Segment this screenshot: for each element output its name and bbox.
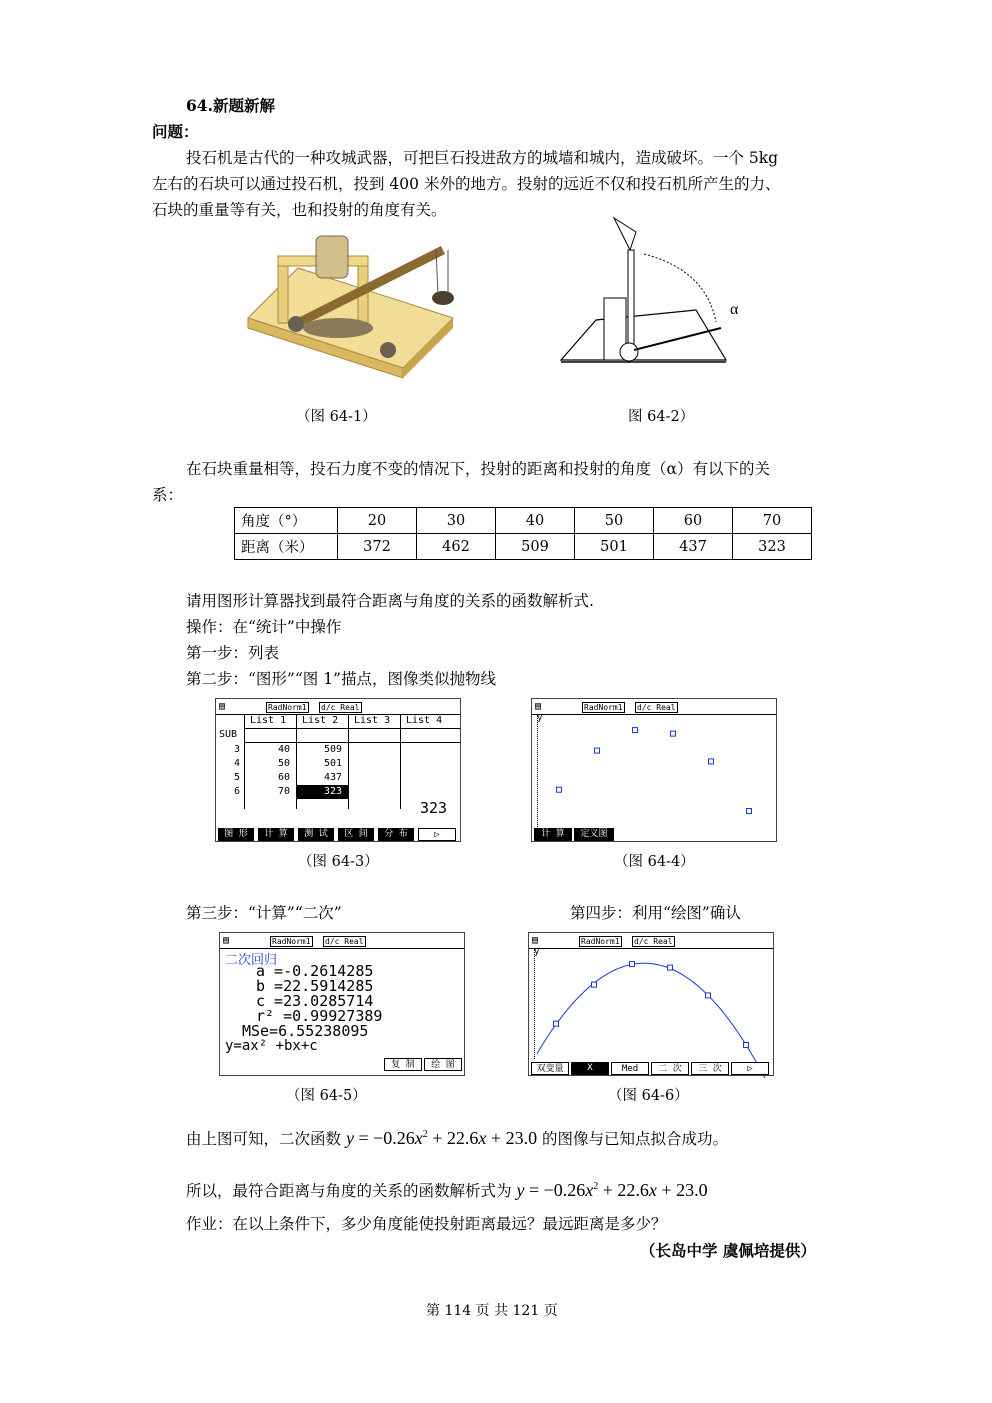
row-index: 5 xyxy=(234,772,241,783)
table-cell: 323 xyxy=(733,534,812,560)
row-index: 6 xyxy=(234,786,241,797)
fig5-caption: （图 64-5） xyxy=(286,1088,367,1104)
step-2: 第二步：“图形”“图 1”描点，图像类似抛物线 xyxy=(186,670,496,688)
data-point xyxy=(592,982,597,987)
fig6-caption: （图 64-6） xyxy=(608,1088,689,1104)
table-cell: 509 xyxy=(496,534,575,560)
homework: 作业：在以上条件下，多少角度能使投射距离最远？最远距离是多少？ xyxy=(186,1215,667,1233)
mse: MSe=6.55238095 xyxy=(242,1022,369,1040)
page-footer: 第 114 页 共 121 页 xyxy=(426,1303,558,1319)
calculator-scatter-screen xyxy=(531,698,777,842)
row-index: 4 xyxy=(234,758,241,769)
calculator-list-screen xyxy=(215,698,461,842)
conclusion-1 xyxy=(186,1124,728,1150)
fkey-interval: 区 间 xyxy=(338,828,374,841)
conclusion-1-suffix: 的图像与已知点拟合成功。 xyxy=(542,1130,729,1148)
list-cell: 509 xyxy=(324,744,343,755)
status-dc: d/c Real xyxy=(637,703,676,712)
table-cell: 462 xyxy=(417,534,496,560)
list-cell: 437 xyxy=(324,772,343,783)
data-point xyxy=(709,759,714,764)
row-index: 3 xyxy=(234,744,241,755)
data-point xyxy=(554,1021,559,1026)
fig2-caption: 图 64-2） xyxy=(628,409,695,425)
step-1: 第一步：列表 xyxy=(186,644,280,662)
list-header: List 2 xyxy=(302,715,339,726)
conclusion-2 xyxy=(186,1176,708,1202)
data-point xyxy=(744,1043,749,1048)
table-cell: 50 xyxy=(575,508,654,534)
fkey-copy: 复 制 xyxy=(384,1058,422,1071)
status-rad: RadNorm1 xyxy=(584,703,623,712)
table-cell: 437 xyxy=(654,534,733,560)
battery-icon: ▤ xyxy=(532,935,539,946)
data-point xyxy=(668,965,673,970)
list-cell: 501 xyxy=(324,758,343,769)
step-op: 操作：在“统计”中操作 xyxy=(186,618,342,636)
catapult-angle-diagram xyxy=(556,210,739,380)
y-axis-label: y xyxy=(534,947,540,957)
conclusion-1-prefix: 由上图可知，二次函数 xyxy=(186,1130,342,1148)
fkey-draw: 绘 图 xyxy=(424,1058,462,1071)
list-cell: 40 xyxy=(278,744,291,755)
credit: （长岛中学 虞佩培提供） xyxy=(640,1241,816,1260)
data-point xyxy=(630,962,635,967)
fit-curve xyxy=(537,963,765,1078)
fkey-calc: 计 算 xyxy=(534,828,572,841)
data-point xyxy=(595,748,600,753)
regression-equation: y=ax² +bx+c xyxy=(225,1038,318,1054)
status-dc: d/c Real xyxy=(634,937,673,946)
table-cell: 20 xyxy=(338,508,417,534)
row-label-angle: 角度（°） xyxy=(235,508,338,534)
fkey-more: ▷ xyxy=(731,1062,769,1075)
angle-distance-table xyxy=(234,507,812,560)
table-row xyxy=(235,534,812,560)
data-point xyxy=(706,993,711,998)
step-4: 第四步：利用“绘图”确认 xyxy=(570,904,741,922)
battery-icon: ▤ xyxy=(535,701,542,712)
table-cell: 372 xyxy=(338,534,417,560)
list-header: List 3 xyxy=(354,715,391,726)
status-rad: RadNorm1 xyxy=(581,937,620,946)
list-header: List 1 xyxy=(250,715,287,726)
calculator-fit-screen xyxy=(528,932,774,1076)
intro-line-2: 左右的石块可以通过投石机，投到 400 米外的地方。投射的远近不仅和投石机所产生的力、 xyxy=(152,175,781,193)
row-label-distance: 距离（米） xyxy=(235,534,338,560)
intro-line-1: 投石机是古代的一种攻城武器，可把巨石投进敌方的城墙和城内，造成破坏。一个 5kg xyxy=(186,149,779,167)
data-point xyxy=(747,809,752,814)
status-rad: RadNorm1 xyxy=(268,703,307,712)
fig4-caption: （图 64-4） xyxy=(614,854,695,870)
step-3: 第三步：“计算”“二次” xyxy=(186,904,342,922)
selected-cell: 323 xyxy=(324,786,343,797)
coef-b: b =22.5914285 xyxy=(256,977,374,995)
alpha-label: α xyxy=(730,301,739,318)
fkey-dist: 分 布 xyxy=(378,828,414,841)
y-axis-label: y xyxy=(537,713,543,723)
data-point xyxy=(633,728,638,733)
fkey-med: Med xyxy=(611,1062,649,1075)
fkey-graph: 图 形 xyxy=(218,828,254,841)
quadratic-formula: $y = -0.26x^2 + 22.6x + 23.0$ xyxy=(345,1128,538,1148)
intro-line-3: 石块的重量等有关，也和投射的角度有关。 xyxy=(152,201,447,219)
table-cell: 501 xyxy=(575,534,654,560)
status-dc: d/c Real xyxy=(321,703,360,712)
catapult-illustration xyxy=(238,228,466,380)
status-dc: d/c Real xyxy=(325,937,364,946)
fkey-calc: 计 算 xyxy=(258,828,294,841)
fkey-x: X xyxy=(571,1062,609,1075)
fkey-quad: 二 次 xyxy=(651,1062,689,1075)
coef-a: a =-0.2614285 xyxy=(256,962,374,980)
calculator-regression-screen xyxy=(219,932,465,1076)
table-cell: 70 xyxy=(733,508,812,534)
problem-label: 问题： xyxy=(152,122,199,141)
list-cell: 50 xyxy=(278,758,291,769)
table-row xyxy=(235,508,812,534)
quadratic-formula: $y = -0.26x^2 + 22.6x + 23.0$ xyxy=(516,1180,708,1200)
fig3-caption: （图 64-3） xyxy=(298,854,379,870)
step-ask: 请用图形计算器找到最符合距离与角度的关系的函数解析式. xyxy=(186,592,594,610)
list-cell: 60 xyxy=(278,772,291,783)
scatter-plot xyxy=(532,715,776,827)
battery-icon: ▤ xyxy=(223,935,230,946)
fkey-cubic: 三 次 xyxy=(691,1062,729,1075)
coef-c: c =23.0285714 xyxy=(256,992,374,1010)
fig1-caption: （图 64-1） xyxy=(296,409,377,425)
regression-title: 二次回归 xyxy=(225,953,278,968)
section-title: 64.新题新解 xyxy=(186,96,275,115)
list-cell: 70 xyxy=(278,786,291,797)
table-cell: 30 xyxy=(417,508,496,534)
fkey-more: ▷ xyxy=(418,828,456,841)
data-point xyxy=(557,787,562,792)
fkey-define: 定义图 xyxy=(574,828,614,841)
fit-plot xyxy=(529,949,773,1061)
list-header: List 4 xyxy=(406,715,443,726)
battery-icon: ▤ xyxy=(219,701,226,712)
cell-value-display: 323 xyxy=(420,799,448,817)
sub-label: SUB xyxy=(219,729,238,740)
r-squared: r² =0.99927389 xyxy=(256,1007,383,1025)
fkey-test: 测 试 xyxy=(298,828,334,841)
relation-line-1: 在石块重量相等，投石力度不变的情况下，投射的距离和投射的角度（α）有以下的关 xyxy=(186,460,770,478)
table-cell: 60 xyxy=(654,508,733,534)
table-cell: 40 xyxy=(496,508,575,534)
conclusion-2-prefix: 所以，最符合距离与角度的关系的函数解析式为 xyxy=(186,1182,512,1200)
relation-line-2: 系： xyxy=(152,486,184,504)
data-point xyxy=(671,731,676,736)
fkey-twovar: 双变量 xyxy=(531,1062,569,1075)
status-rad: RadNorm1 xyxy=(272,937,311,946)
